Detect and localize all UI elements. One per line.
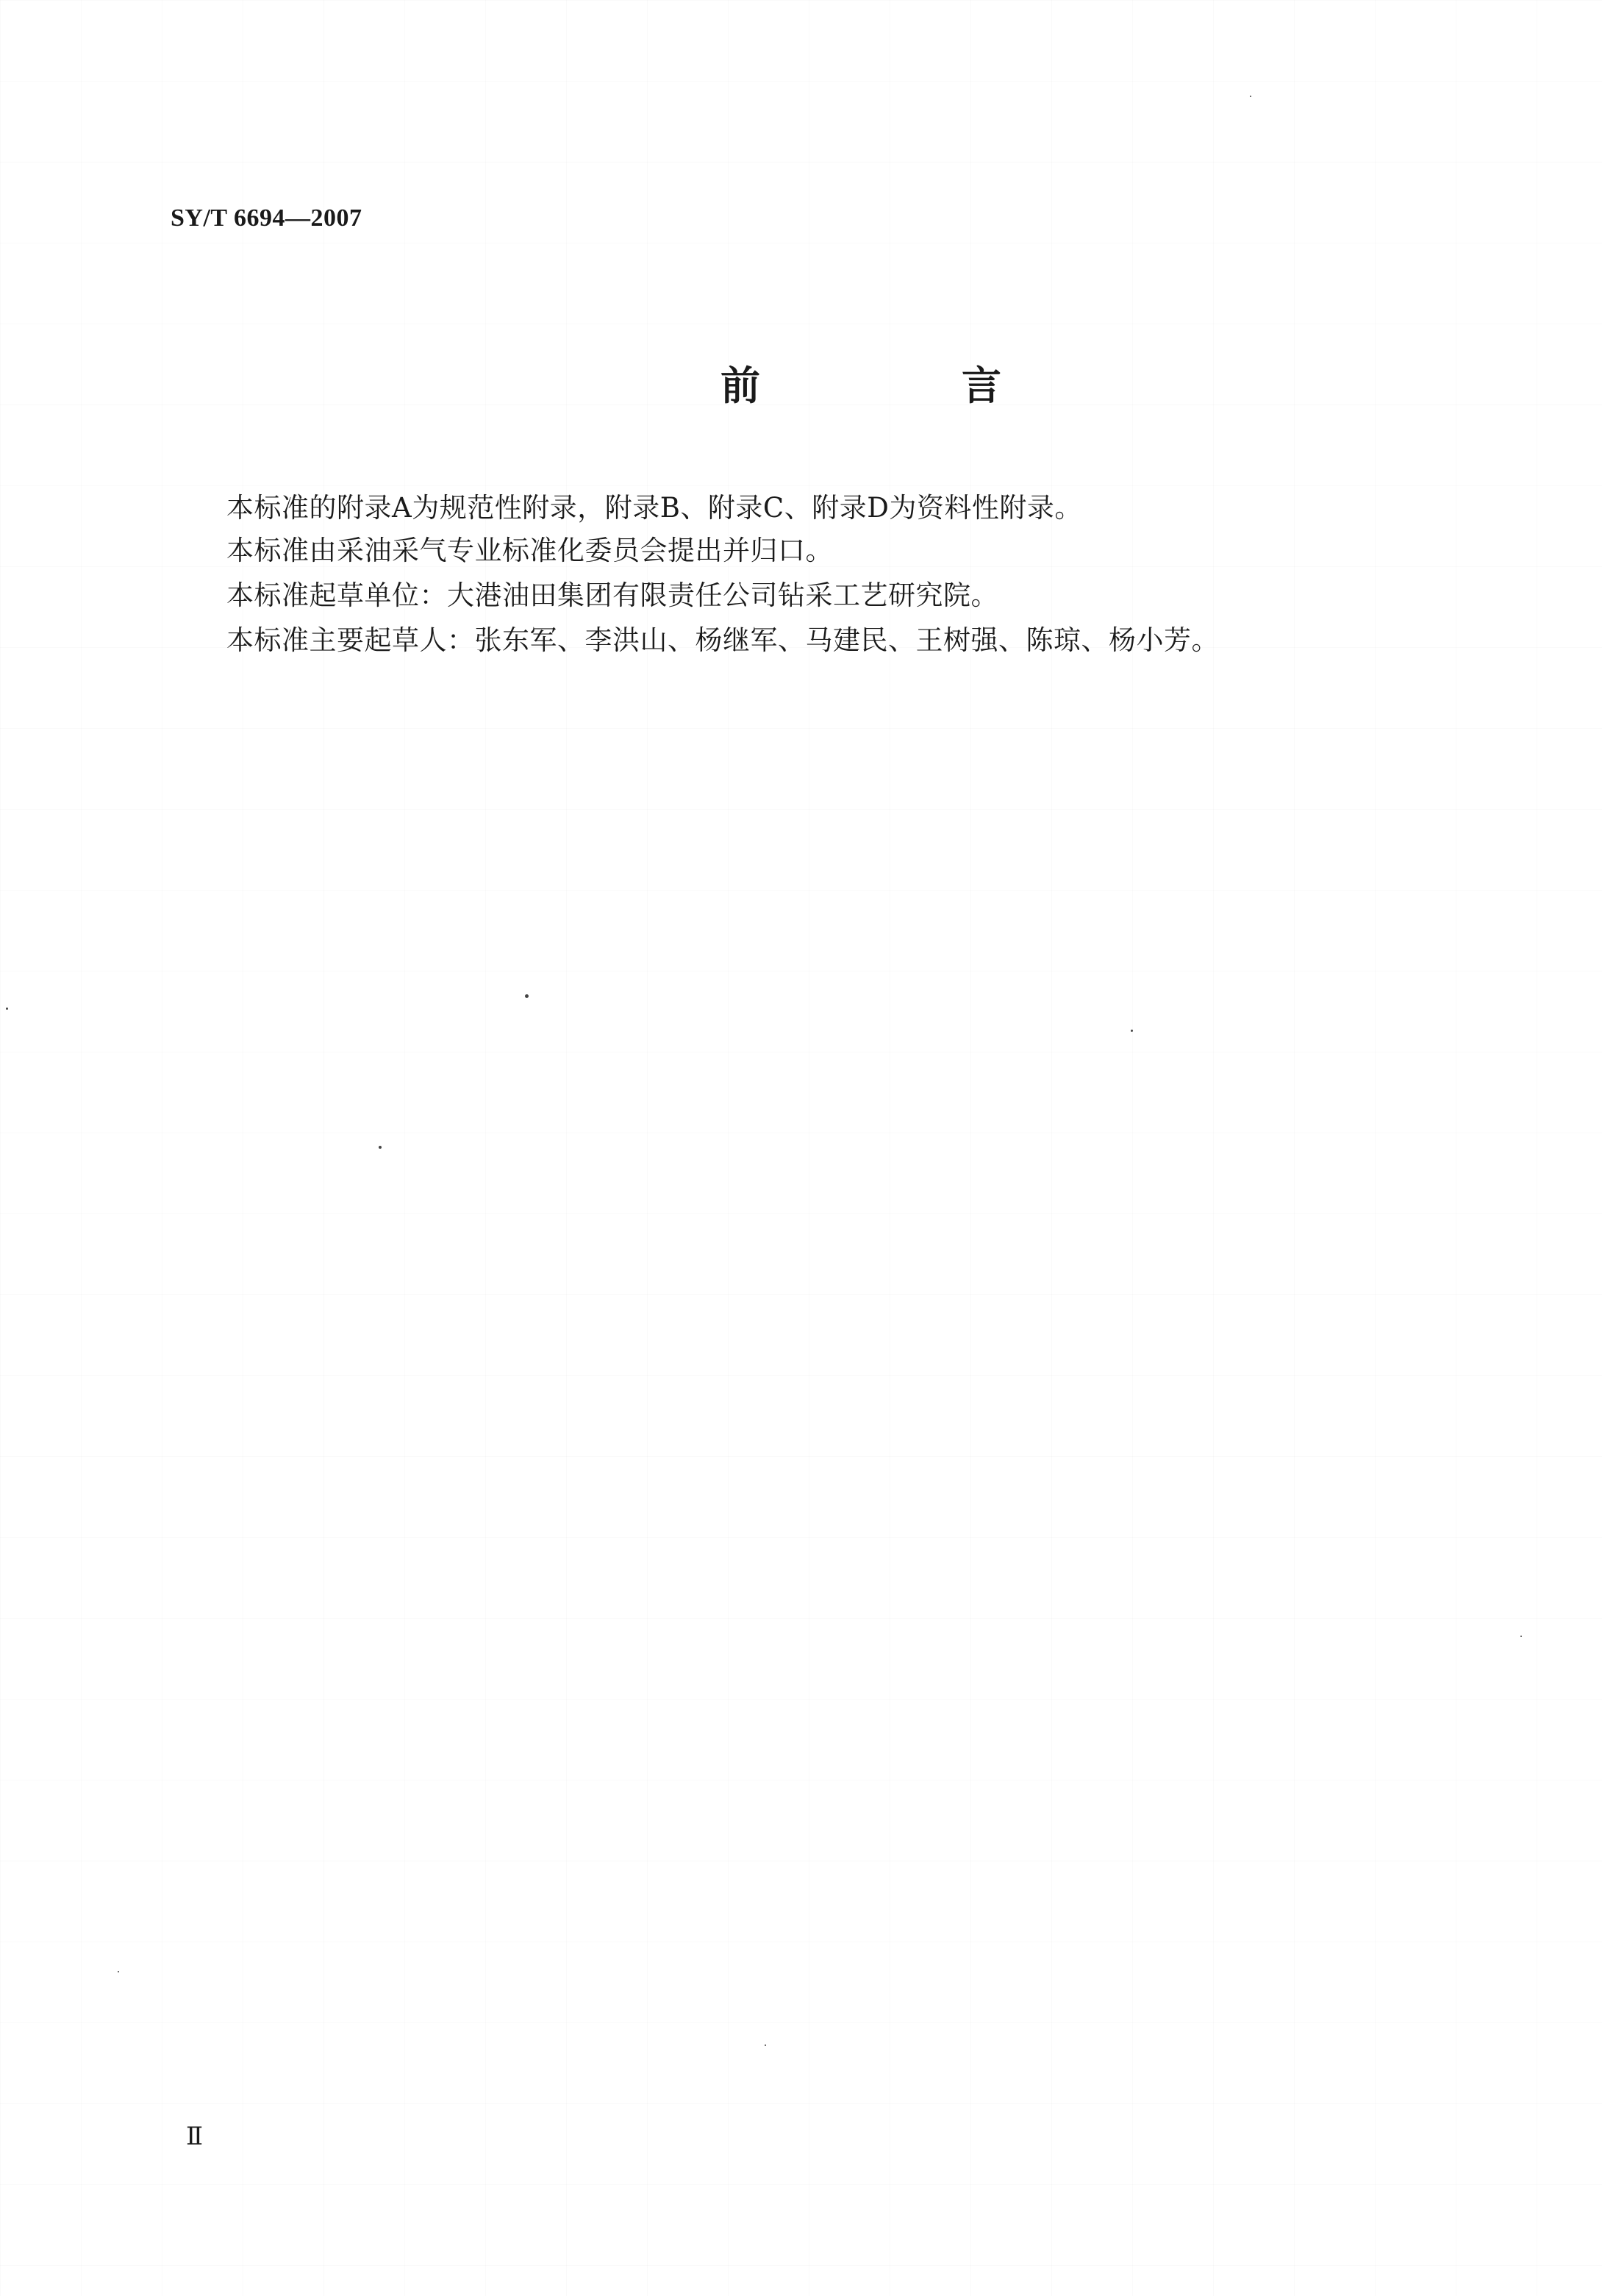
scan-speck bbox=[525, 994, 529, 998]
paragraph-drafting-unit: 本标准起草单位：大港油田集团有限责任公司钻采工艺研究院。 bbox=[226, 580, 998, 611]
scan-speck bbox=[1520, 1636, 1522, 1637]
scan-speck bbox=[765, 2044, 766, 2046]
scan-speck bbox=[1250, 96, 1251, 97]
page-number: Ⅱ bbox=[186, 2123, 204, 2150]
scan-speck bbox=[118, 1971, 119, 1972]
paragraph-drafters: 本标准主要起草人：张东军、李洪山、杨继军、马建民、王树强、陈琼、杨小芳。 bbox=[226, 624, 1219, 656]
scan-speck bbox=[1131, 1030, 1133, 1032]
paragraph-appendix: 本标准的附录A为规范性附录，附录B、附录C、附录D为资料性附录。 bbox=[226, 492, 1082, 524]
scan-speck bbox=[6, 1008, 8, 1010]
scan-speck bbox=[379, 1146, 382, 1149]
standard-number: SY/T 6694—2007 bbox=[171, 204, 362, 232]
page-title: 前 言 bbox=[720, 363, 1082, 409]
paragraph-committee: 本标准由采油采气专业标准化委员会提出并归口。 bbox=[226, 535, 833, 566]
